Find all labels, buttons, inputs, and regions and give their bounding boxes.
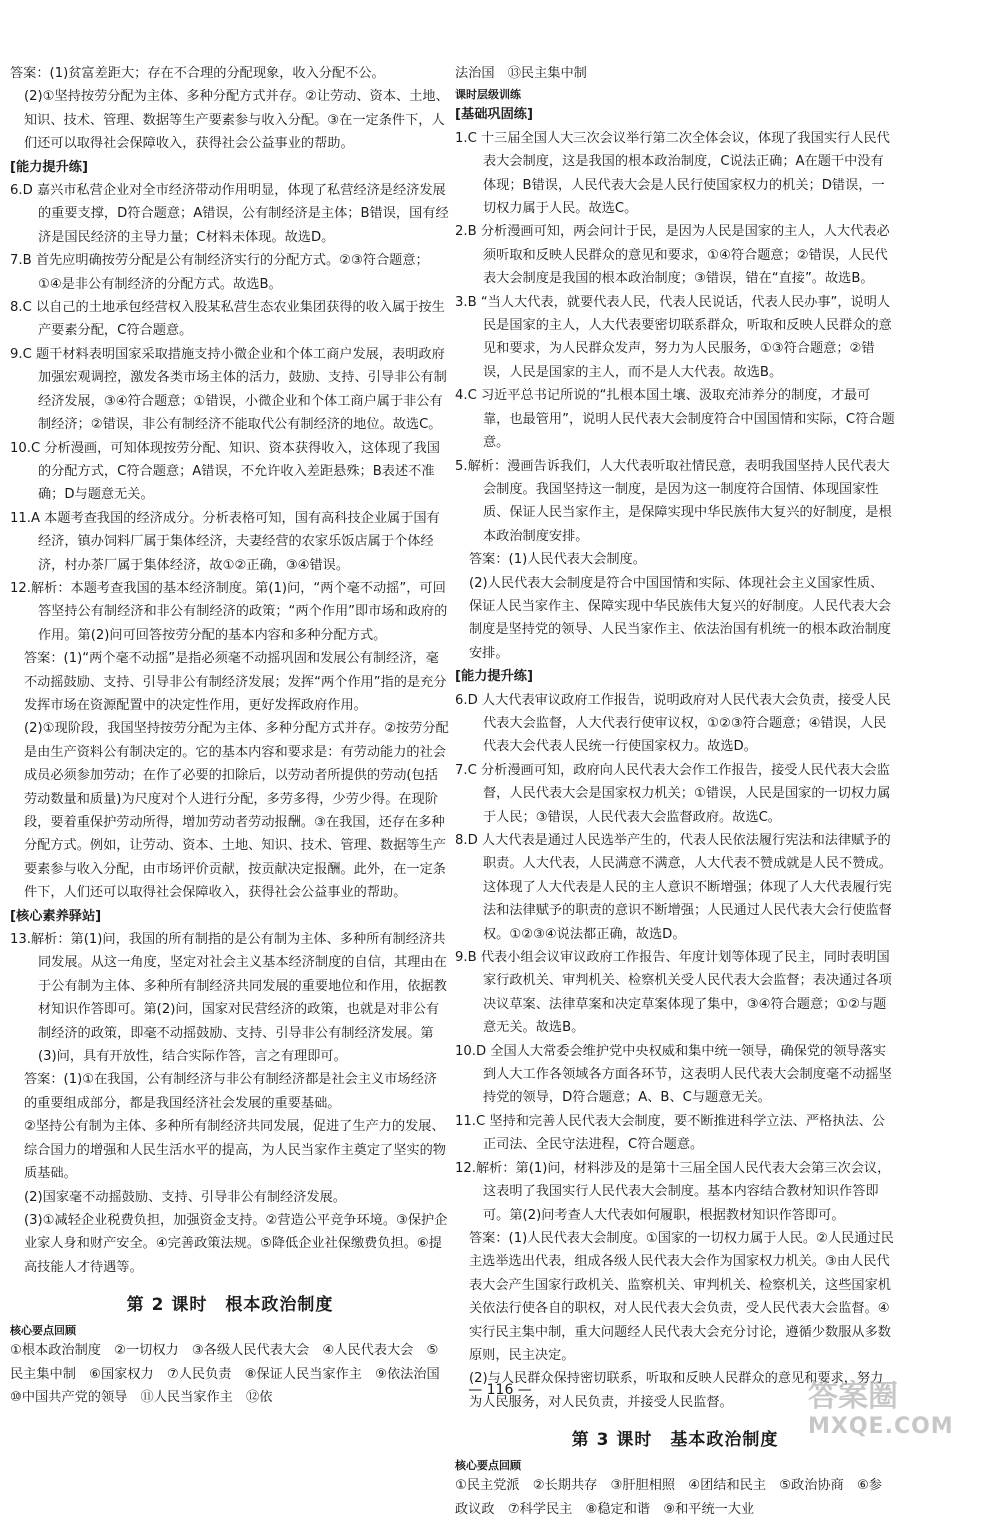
question-11: 11.A 本题考查我国的经济成分。分析表格可知，国有高科技企业属于国有经济，镇办饲料厂属于集体经济，夫妻经营的农家乐饭店属于个体经济，村办茶厂属于集体经济，故①②正确，③④错误。 [10,510,440,573]
question-9: 9.C 题干材料表明国家采取措施支持小微企业和个体工商户发展，表明政府加强宏观调控，激发各类市场主体的活力，鼓励、支持、引导非公有制经济发展，③④符合题意；①错误，小微企业和个体工商户属于非公有制经济；②错误，非公有制经济不能取代公有制经济的地位。故选C。 [10,346,447,433]
question-13-answer-3: (2)国家毫不动摇鼓励、支持、引导非公有制经济发展。 [24,1189,346,1205]
lesson-2-title: 第 2 课时 根本政治制度 [126,1295,334,1316]
question-5-answer-1: 答案：(1)人民代表大会制度。 [469,552,646,568]
question-13-answer-4: (3)①减轻企业税费负担，加强资金支持。②营造公平竞争环境。③保护企业家人身和财产安全。④完善政策法规。⑤降低企业社保缴费负担。⑥提高技能人才待遇等。 [24,1212,448,1275]
question-13-answer-1: 答案：(1)①在我国，公有制经济与非公有制经济都是社会主义市场经济的重要组成部分，都是我国经济社会发展的重要基础。 [24,1072,437,1111]
answer-1: 答案：(1)贫富差距大；存在不合理的分配现象，收入分配不公。 [10,66,385,81]
question-10-right: 10.D 全国人大常委会维护党中央权威和集中统一领导，确保党的领导落实到人大工作各领域各方面各环节，这表明人民代表大会制度毫不动摇坚持党的领导，D符合题意；A、B、C与题意无关。 [455,1043,892,1106]
question-12-right-answer-2: (2)与人民群众保持密切联系，听取和反映人民群众的意见和要求，努力为人民服务，对人民负责，并接受人民监督。 [469,1371,884,1410]
question-7-right: 7.C 分析漫画可知，政府向人民代表大会作工作报告，接受人民代表大会监督，人民代表大会是国家权力机关；①错误，人民是国家的一切权力属于人民；③错误，人民代表大会监督政府。故选C。 [455,762,891,825]
question-12-answer-1: 答案：(1)“两个毫不动摇”是指必须毫不动摇巩固和发展公有制经济，毫不动摇鼓励、支持、引导非公有制经济发展；发挥“两个作用”指的是充分发挥市场在资源配置中的决定性作用，更好发挥政府作用。 [24,651,447,713]
page-number: — 116 — [468,1382,532,1398]
section-heading-core: [核心素养驿站] [10,908,102,924]
key-points-continued: 法治国 ⑬民主集中制 [455,66,587,81]
lesson-3-title: 第 3 课时 基本政治制度 [571,1430,779,1451]
question-13-answer-2: ②坚持公有制为主体、多种所有制经济共同发展，促进了生产力的发展、综合国力的增强和人民生活水平的提高，为人民当家作主奠定了坚实的物质基础。 [24,1119,446,1182]
watermark-url: MXQE.COM [808,1414,954,1439]
right-column [455,62,895,1521]
question-5: 5.解析：漫画告诉我们，人大代表听取社情民意，表明我国坚持人民代表大会制度。我国坚持这一制度，是因为这一制度符合国情、体现国家性质、保证人民当家作主，是保障实现中华民族伟大复兴的好制度，是根本政治制度安排。 [455,458,892,544]
question-6-right: 6.D 人大代表审议政府工作报告，说明政府对人民代表大会负责，接受人民代表大会监督，人大代表行使审议权，①②③符合题意；④错误，人民代表大会代表人民统一行使国家权力。故选D。 [455,692,891,755]
section-heading-ability-right: [能力提升练] [455,669,533,685]
review-heading-right: 核心要点回顾 [455,1459,521,1473]
question-12-right: 12.解析：第(1)问，材料涉及的是第十三届全国人民代表大会第三次会议，这表明了我国实行人民代表大会制度。基本内容结合教材知识作答即可。第(2)问考查人大代表如何履职，根据教材知识作答即可。 [455,1160,891,1223]
question-2: 2.B 分析漫画可知，两会问计于民，是因为人民是国家的主人，人大代表必须听取和反映人民群众的意见和要求，①④符合题意；②错误，人民代表大会制度是我国的根本政治制度；③错误，错在“直接”。故选B。 [455,224,890,287]
question-4: 4.C 习近平总书记所说的“扎根本国土壤、汲取充沛养分的制度，才最可靠，也最管用”，说明人民代表大会制度符合中国国情和实际，C符合题意。 [455,388,895,451]
question-12-answer-2: (2)①现阶段，我国坚持按劳分配为主体、多种分配方式并存。②按劳分配是由生产资料公有制决定的。它的基本内容和要求是：有劳动能力的社会成员必须参加劳动；在作了必要的扣除后，以劳动者所提供的劳动(包括劳动数量和质量)为尺度对个人进行分配，多劳多得，少劳少得。在现阶段，要着重保护劳动所得，增加劳动者劳动报酬。③在我国，还存在多种分配方式。例如，让劳动、资本、土地、知识、技术、管理、数据等生产要素参与收入分配，由市场评价贡献，按贡献决定报酬。此外，在一定条件下，人们还可以取得社会保障收入，获得社会公益事业的帮助。 [24,721,449,901]
watermark-logo [808,1380,988,1450]
question-9-right: 9.B 代表小组会议审议政府工作报告、年度计划等体现了民主，同时表明国家行政机关、审判机关、检察机关受人民代表大会监督；表决通过各项决议草案、法律草案和决定草案体现了集中，③④符合题意；①②与题意无关。故选B。 [455,950,892,1036]
key-points: ①根本政治制度 ②一切权力 ③各级人民代表大会 ④人民代表大会 ⑤民主集中制 ⑥国家权力 ⑦人民负责 ⑧保证人民当家作主 ⑨依法治国 ⑩中国共产党的领导 ⑪人民当家作主 ⑫依 [10,1343,453,1405]
question-7: 7.B 首先应明确按劳分配是公有制经济实行的分配方式。②③符合题意；①④是非公有制经济的分配方式。故选B。 [10,253,429,292]
left-column [10,62,453,1409]
question-8-right: 8.D 人大代表是通过人民选举产生的，代表人民依法履行宪法和法律赋予的职责。人大代表，人民满意不满意，人大代表不赞成就是人民不赞成。这体现了人大代表是人民的主人意识不断增强；体现了人大代表履行宪法和法律赋予的职责的意识不断增强；人民通过人民代表大会行使监督权。①②③④说法都正确，故选D。 [455,833,892,942]
question-3: 3.B “当人大代表，就要代表人民，代表人民说话，代表人民办事”，说明人民是国家的主人，人大代表要密切联系群众，听取和反映人民群众的意见和要求，为人民群众发声，努力为人民服务，①③符合题意；②错误，人民是国家的主人，而不是人大代表。故选B。 [455,294,892,380]
review-heading: 核心要点回顾 [10,1324,76,1338]
question-10: 10.C 分析漫画，可知体现按劳分配、知识、资本获得收入，这体现了我国的分配方式，C符合题意；A错误，不允许收入差距悬殊；B表述不准确；D与题意无关。 [10,440,440,503]
watermark-text: 答案圈 [808,1379,898,1414]
section-heading-basic: [基础巩固练] [455,107,533,123]
answer-2: (2)①坚持按劳分配为主体、多种分配方式并存。②让劳动、资本、土地、知识、技术、管理、数据等生产要素参与收入分配。③在一定条件下，人们还可以取得社会保障收入，获得社会公益事业的帮助。 [24,89,449,152]
question-6: 6.D 嘉兴市私营企业对全市经济带动作用明显，体现了私营经济是经济发展的重要支撑，D符合题意；A错误，公有制经济是主体；B错误，国有经济是国民经济的主导力量；C材料未体现。故选D。 [10,183,449,245]
question-11-right: 11.C 坚持和完善人民代表大会制度，要不断推进科学立法、严格执法、公正司法、全民守法进程，C符合题意。 [455,1113,885,1153]
training-heading: 课时层级训练 [455,88,521,102]
question-13: 13.解析：第(1)问，我国的所有制指的是公有制为主体、多种所有制经济共同发展。从这一角度，坚定对社会主义基本经济制度的自信，其理由在于公有制为主体、多种所有制经济共同发展的重要地位和作用，依据教材知识作答即可。第(2)问，国家对民营经济的政策，也就是对非公有制经济的政策，即毫不动摇鼓励、支持、引导非公有制经济发展。第(3)问，具有开放性，结合实际作答，言之有理即可。 [10,932,447,1065]
question-5-answer-2: (2)人民代表大会制度是符合中国国情和实际、体现社会主义国家性质、保证人民当家作主、保障实现中华民族伟大复兴的好制度。人民代表大会制度是坚持党的领导、人民当家作主、依法治国有机统一的根本政治制度安排。 [469,575,891,661]
question-8: 8.C 以自己的土地承包经营权入股某私营生态农业集团获得的收入属于按生产要素分配，C符合题意。 [10,300,445,339]
question-1: 1.C 十三届全国人大三次会议举行第二次全体会议，体现了我国实行人民代表大会制度，这是我国的根本政治制度，C说法正确；A在题干中没有体现；B错误，人民代表大会是人民行使国家权力的机关；D错误，一切权力属于人民。故选C。 [455,130,890,217]
question-12: 12.解析：本题考查我国的基本经济制度。第(1)问，“两个毫不动摇”，可回答坚持公有制经济和非公有制经济的政策；“两个作用”即市场和政府的作用。第(2)问可回答按劳分配的基本内容和多种分配方式。 [10,580,448,643]
key-points-right: ①民主党派 ②长期共存 ③肝胆相照 ④团结和民主 ⑤政治协商 ⑥参政议政 ⑦科学民主 ⑧稳定和谐 ⑨和平统一大业 [455,1478,882,1517]
question-12-right-answer-1: 答案：(1)人民代表大会制度。①国家的一切权力属于人民。②人民通过民主选举选出代表，组成各级人民代表大会作为国家权力机关。③由人民代表大会产生国家行政机关、监察机关、审判机关、检察机关，这些国家机关依法行使各自的职权，对人民代表大会负责，受人民代表大会监督。④实行民主集中制，重大问题经人民代表大会充分讨论，遵循少数服从多数原则，民主决定。 [469,1230,894,1363]
section-heading-ability: [能力提升练] [10,159,88,175]
